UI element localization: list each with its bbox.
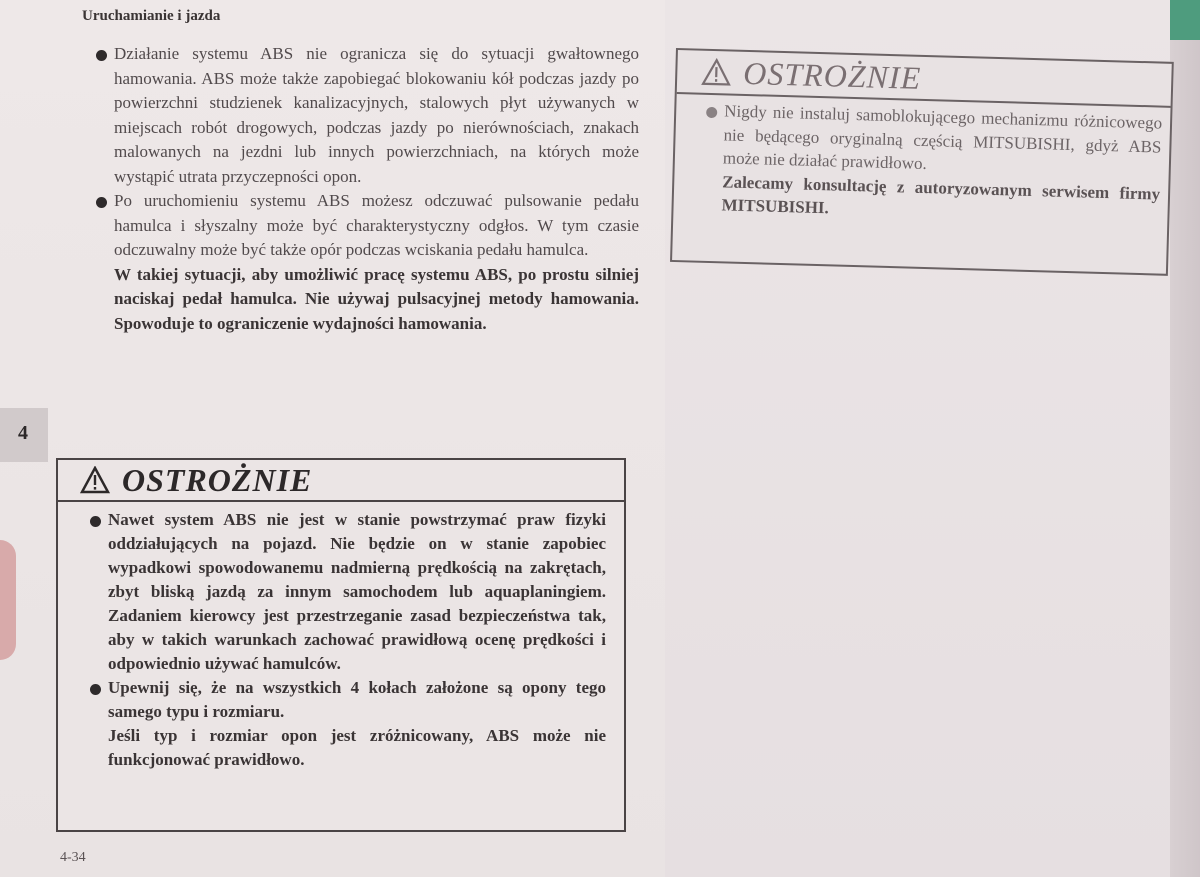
caution-text: Nawet system ABS nie jest w stanie powstrzymać praw fizyki oddziałujących na pojazd. Nie będzie on w stanie zapobiec wypadkowi spowodowanemu nadmierną prędkością na zakrętach, zbyt bliską jazdą za innym samochodem lub aquaplaningiem. Zadaniem kierowcy jest przestrzeganie zasad bezpieczeństwa tak, aby w takich warunkach zachować prawidłową ocenę prędkości i odpowiednio używać hamulców. <box>108 510 606 673</box>
caution-title: OSTROŻNIE <box>742 54 922 96</box>
list-item <box>94 189 639 263</box>
caution-box-left <box>56 458 626 832</box>
finger-shadow <box>0 540 16 660</box>
caution-title-row <box>58 460 624 502</box>
list-item <box>88 676 606 724</box>
list-item <box>703 99 1163 182</box>
list-item <box>88 508 606 676</box>
bold-note: W takiej sytuacji, aby umożliwić pracę systemu ABS, po prostu silniej naciskaj pedał hamulca. Nie używaj pulsacyjnej metody hamowania. Spowoduje to ograniczenie wydajności hamowania. <box>114 264 639 333</box>
warning-triangle-icon <box>701 58 732 87</box>
caution-body <box>58 502 624 772</box>
bullet-icon <box>90 516 101 527</box>
section-header: Uruchamianie i jazda <box>82 8 221 24</box>
bullet-icon <box>96 50 107 61</box>
bullet-icon <box>706 107 717 118</box>
bullet-icon <box>90 684 101 695</box>
page-number: 4-34 <box>60 850 86 865</box>
chapter-number: 4 <box>18 422 28 444</box>
left-column-text <box>94 42 639 336</box>
warning-triangle-icon <box>80 466 110 494</box>
bullet-text: Działanie systemu ABS nie ogranicza się do sytuacji gwałtownego hamowania. ABS może także zapobiegać blokowaniu kół podczas jazdy po powierzchni studzienek kanalizacyjnych, stalowych płyt używanych w miejscach robót drogowych, podczas jazdy po nierównościach, znakach malowanych na jezdni lub innych powierzchniach, na których może wystąpić utrata przyczepności opon. <box>114 44 639 186</box>
list-item <box>94 42 639 189</box>
caution-text-continued: Zalecamy konsultację z autoryzowanym serwisem firmy MITSUBISHI. <box>721 171 1161 218</box>
caution-text-continued: Jeśli typ i rozmiar opon jest zróżnicowany, ABS może nie funkcjonować prawidłowo. <box>108 726 606 769</box>
caution-text: Nigdy nie instaluj samoblokującego mechanizmu różnicowego nie będącego oryginalną częścią MITSUBISHI, gdyż ABS może nie działać prawidłowo. <box>722 101 1163 174</box>
page-edge <box>1170 0 1200 877</box>
caution-body <box>673 94 1170 229</box>
background-corner <box>1170 0 1200 40</box>
bullet-icon <box>96 197 107 208</box>
caution-text: Upewnij się, że na wszystkich 4 kołach założone są opony tego samego typu i rozmiaru. <box>108 678 606 721</box>
caution-box-right <box>670 48 1174 276</box>
bullet-text: Po uruchomieniu systemu ABS możesz odczuwać pulsowanie pedału hamulca i słyszalny może być charakterystyczny odgłos. W tym czasie odczuwalny może być także opór podczas wciskania pedału hamulca. <box>114 191 639 259</box>
caution-title: OSTROŻNIE <box>122 461 313 498</box>
